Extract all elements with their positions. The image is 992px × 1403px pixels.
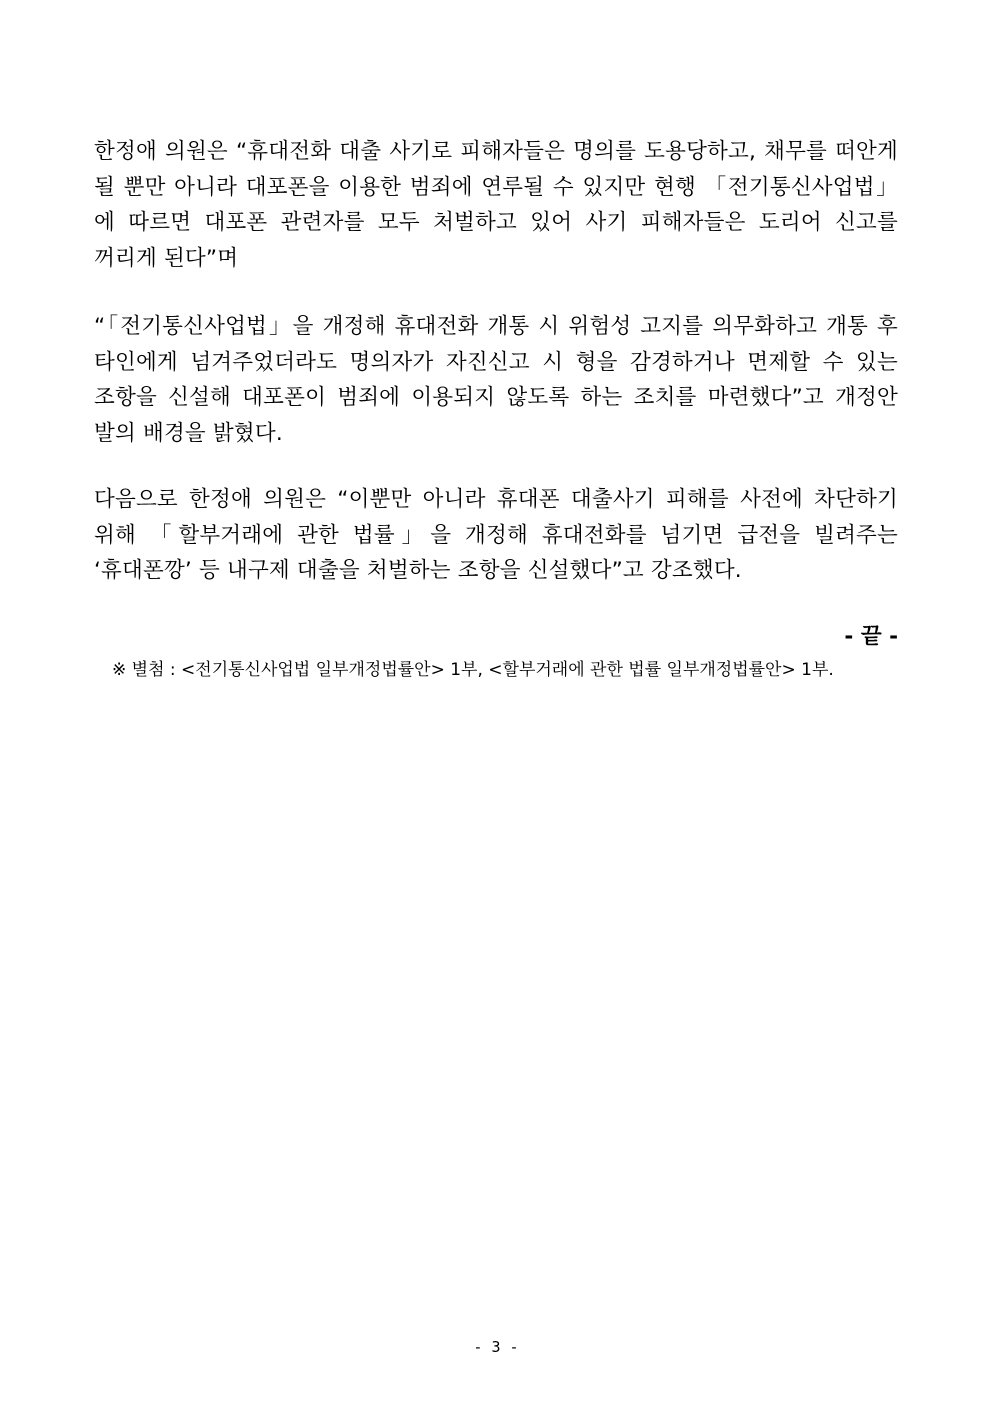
attachment-note: ※ 별첨 : <전기통신사업법 일부개정법률안> 1부, <할부거래에 관한 법률 일부개정법률안> 1부.	[112, 660, 834, 680]
body-paragraph-1: 한정애 의원은 “휴대전화 대출 사기로 피해자들은 명의를 도용당하고, 채무를 떠안게 될 뿐만 아니라 대포폰을 이용한 범죄에 연루될 수 있지만 현행 「전기통신사업법」에 따르면 대포폰 관련자를 모두 처벌하고 있어 사기 피해자들은 도리어 신고를 꺼리게 된다”며	[94, 139, 898, 271]
body-paragraph-2: “「전기통신사업법」을 개정해 휴대전화 개통 시 위험성 고지를 의무화하고 개통 후 타인에게 넘겨주었더라도 명의자가 자진신고 시 형을 감경하거나 면제할 수 있는 조항을 신설해 대포폰이 범죄에 이용되지 않도록 하는 조치를 마련했다”고 개정안 발의 배경을 밝혔다.	[94, 314, 898, 446]
body-paragraph-3: 다음으로 한정애 의원은 “이뿐만 아니라 휴대폰 대출사기 피해를 사전에 차단하기 위해 「할부거래에 관한 법률」을 개정해 휴대전화를 넘기면 급전을 빌려주는 ‘휴대폰깡’ 등 내구제 대출을 처벌하는 조항을 신설했다”고 강조했다.	[94, 487, 898, 583]
page-number: - 3 -	[473, 1338, 519, 1356]
closing-mark: - 끝 -	[844, 624, 898, 649]
